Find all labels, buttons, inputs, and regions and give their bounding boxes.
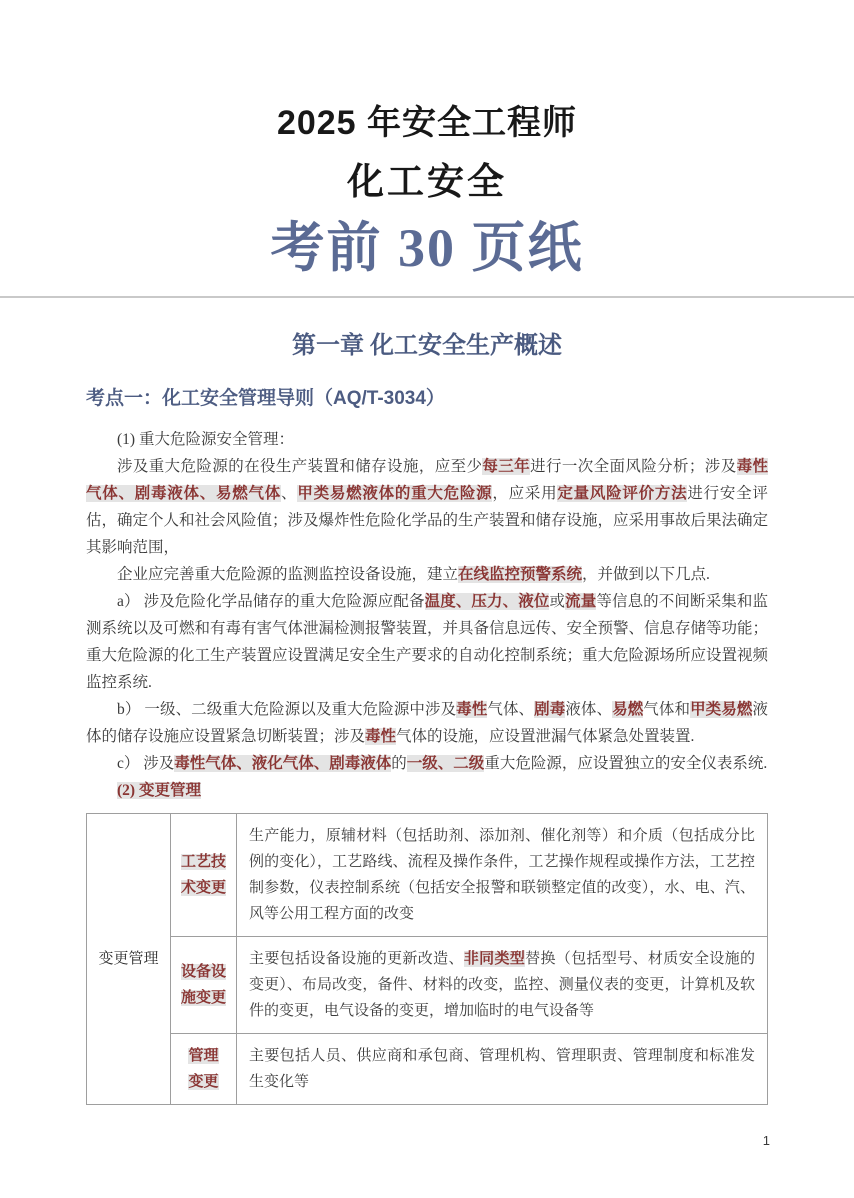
- paragraph: c） 涉及毒性气体、液化气体、剧毒液体的一级、二级重大危险源，应设置独立的安全仪表系统.: [117, 755, 768, 772]
- chapter-title: 第一章 化工安全生产概述: [292, 333, 562, 359]
- table-label-cell: 设备设 施变更: [171, 937, 237, 1034]
- page-number: 1: [762, 1133, 770, 1148]
- table-desc-cell: 主要包括人员、供应商和承包商、管理机构、管理职责、管理制度和标准发生变化等: [237, 1034, 768, 1105]
- cover-subject-title: 化工安全: [347, 161, 507, 202]
- paragraph: a） 涉及危险化学品储存的重大危险源应配备温度、压力、液位或流量等信息的不间断采集和监测系统以及可燃和有毒有害气体泄漏检测报警装置，并具备信息远传、安全预警、信息存储等功能；重大危险源的化工生产装置应设置满足安全生产要求的自动化控制系统；重大危险源场所应设置视频监控系统.: [86, 593, 769, 691]
- paragraph: (2) 变更管理: [117, 782, 201, 799]
- cover-header: [0, 0, 854, 280]
- table-category-cell: 变更管理: [87, 814, 171, 1105]
- table-row: [87, 937, 768, 1034]
- table-row: [87, 814, 768, 937]
- section-heading: 考点一：化工安全管理导则（AQ/T-3034）: [86, 388, 445, 409]
- table-label-cell: 管理 变更: [171, 1034, 237, 1105]
- change-management-table: [86, 813, 768, 1105]
- paragraph: 企业应完善重大危险源的监测监控设备设施，建立在线监控预警系统，并做到以下几点.: [117, 566, 710, 583]
- header-divider: [0, 296, 854, 298]
- table-desc-cell: 主要包括设备设施的更新改造、非同类型替换（包括型号、材质安全设施的变更）、布局改变，备件、材料的改变，监控、测量仪表的变更，计算机及软件的变更，电气设备的变更，增加临时的电气设备等: [237, 937, 768, 1034]
- table-label-cell: 工艺技 术变更: [171, 814, 237, 937]
- paragraph: (1) 重大危险源安全管理：: [117, 431, 294, 448]
- table-desc-cell: 生产能力，原辅材料（包括助剂、添加剂、催化剂等）和介质（包括成分比例的变化），工艺路线、流程及操作条件，工艺操作规程或操作方法，工艺控制参数，仪表控制系统（包括安全报警和联锁整定值的改变），水、电、汽、风等公用工程方面的改变: [237, 814, 768, 937]
- paragraph: 涉及重大危险源的在役生产装置和储存设施，应至少每三年进行一次全面风险分析；涉及毒性气体、剧毒液体、易燃气体、甲类易燃液体的重大危险源，应采用定量风险评价方法进行安全评估，确定个人和社会风险值；涉及爆炸性危险化学品的生产装置和储存设施，应采用事故后果法确定其影响范围，: [86, 458, 769, 556]
- document-content: [0, 330, 854, 1105]
- cover-booklet-title: 考前 30 页纸: [270, 218, 584, 278]
- body-text: [86, 426, 768, 804]
- table-row: [87, 1034, 768, 1105]
- paragraph: b） 一级、二级重大危险源以及重大危险源中涉及毒性气体、剧毒液体、易燃气体和甲类易燃液体的储存设施应设置紧急切断装置；涉及毒性气体的设施，应设置泄漏气体紧急处置装置.: [86, 701, 768, 745]
- cover-year-title: 2025 年安全工程师: [276, 104, 578, 142]
